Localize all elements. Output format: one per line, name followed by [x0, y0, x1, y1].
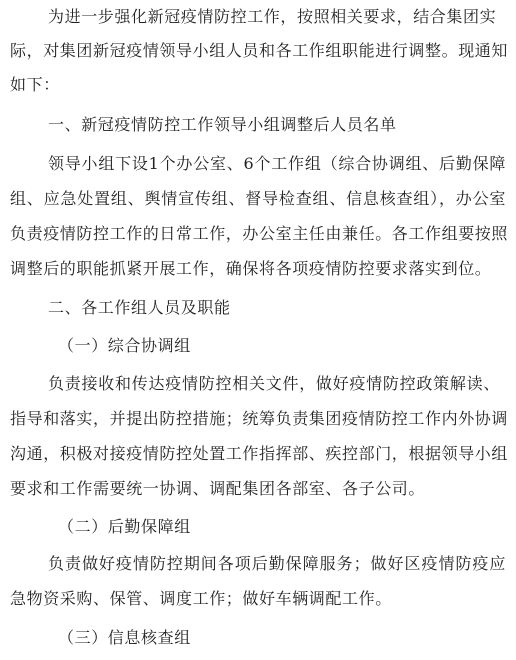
subsection-heading-logistics: （二）后勤保障组: [58, 517, 191, 536]
paragraph-logistics-line-2: 急物资采购、保管、调度工作；做好车辆调配工作。: [10, 589, 392, 608]
paragraph-intro-line-3: 如下：: [10, 75, 60, 94]
paragraph-leading-group-line-3: 负责疫情防控工作的日常工作，办公室主任由兼任。各工作组要按照: [10, 224, 509, 243]
paragraph-intro-line-1: 为进一步强化新冠疫情防控工作，按照相关要求，结合集团实: [48, 7, 497, 26]
paragraph-logistics-line-1: 负责做好疫情防控期间各项后勤保障服务；做好区疫情防疫应: [48, 554, 506, 573]
paragraph-leading-group-line-1: 领导小组下设1个办公室、6个工作组（综合协调组、后勤保障: [48, 154, 506, 173]
paragraph-coordination-line-4: 要求和工作需要统一协调、调配集团各部室、各子公司。: [10, 479, 426, 498]
paragraph-leading-group-line-2: 组、应急处置组、舆情宣传组、督导检查组、信息核查组），办公室: [10, 189, 506, 208]
paragraph-intro-line-2: 际，对集团新冠疫情领导小组人员和各工作组职能进行调整。现通知: [10, 41, 509, 60]
subsection-heading-verification: （三）信息核查组: [58, 628, 191, 647]
paragraph-coordination-line-1: 负责接收和传达疫情防控相关文件，做好疫情防控政策解读、: [48, 374, 500, 393]
section-heading-2: 二、各工作组人员及职能: [48, 298, 231, 317]
paragraph-coordination-line-3: 沟通，积极对接疫情防控处置工作指挥部、疾控部门，根据领导小组: [10, 444, 509, 463]
subsection-heading-coordination: （一）综合协调组: [58, 336, 191, 355]
paragraph-leading-group-line-4: 调整后的职能抓紧开展工作，确保将各项疫情防控要求落实到位。: [10, 259, 492, 278]
section-heading-1: 一、新冠疫情防控工作领导小组调整后人员名单: [48, 115, 397, 134]
paragraph-coordination-line-2: 指导和落实，并提出防控措施；统筹负责集团疫情防控工作内外协调: [10, 409, 509, 428]
